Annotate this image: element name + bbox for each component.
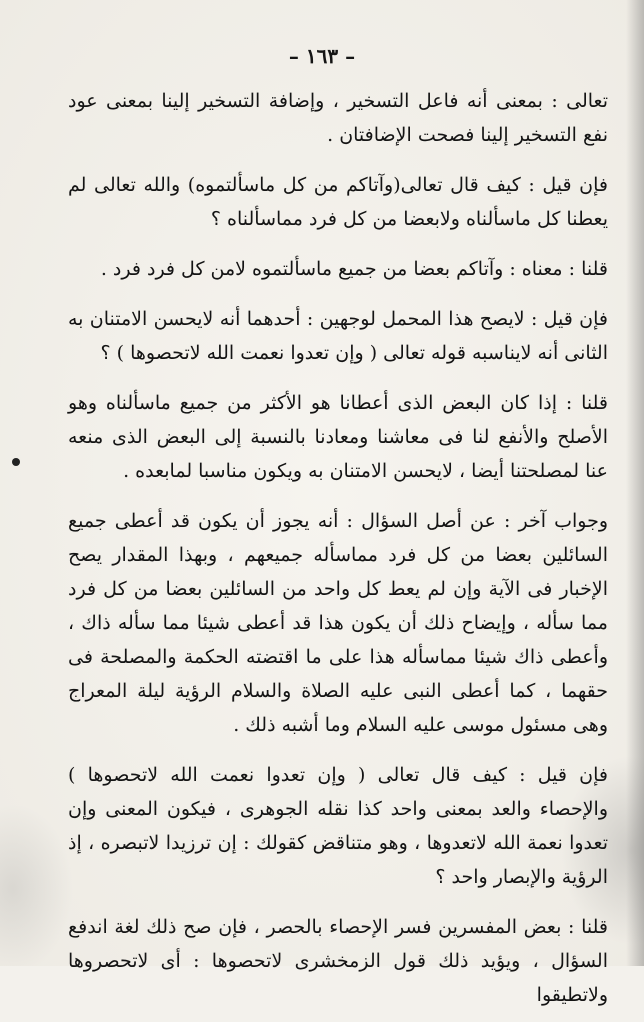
paragraph-1: تعالى : بمعنى أنه فاعل التسخير ، وإضافة التسخير إلينا بمعنى عود نفع التسخير إلينا فصحت الإضافتان .	[68, 90, 608, 146]
page-edge-shadow	[626, 0, 644, 966]
paragraph-5: قلنا : إذا كان البعض الذى أعطانا هو الأكثر من جميع ماسألناه وهو الأصلح والأنفع لنا فى معاشنا ومعادنا بالنسبة إلى البعض الذى منعه عنا لمصلحتنا أيضا ، لايحسن الامتنان به ويكون مناسبا لمابعده .	[68, 392, 608, 482]
paragraph-6: وجواب آخر : عن أصل السؤال : أنه يجوز أن يكون قد أعطى جميع السائلين بعضا من كل فرد مماسأله جميعهم ، وبهذا المقدار يصح الإخبار فى الآية وإن لم يعط كل واحد من السائلين بعضا من كل فرد مما سأله ، وإيضاح ذلك أن يكون هذا قد أعطى شيئا مما سأله ذاك ، وأعطى ذاك شيئا مماسأله هذا على ما اقتضته الحكمة والمصلحة فى حقهما ، كما أعطى النبى عليه الصلاة والسلام الرؤية ليلة المعراج وهى مسئول موسى عليه السلام وما أشبه ذلك .	[68, 510, 608, 736]
paragraph-2: فإن قيل : كيف قال تعالى(وآتاكم من كل ماسألتموه) والله تعالى لم يعطنا كل ماسألناه ولابعضا من كل فرد مماسألناه ؟	[68, 174, 608, 230]
paragraph-4: فإن قيل : لايصح هذا المحمل لوجهين : أحدهما أنه لايحسن الامتنان به الثانى أنه لايناسبه قوله تعالى ( وإن تعدوا نعمت الله لاتحصوها ) ؟	[68, 308, 608, 364]
paragraph-8: قلنا : بعض المفسرين فسر الإحصاء بالحصر ، فإن صح ذلك لغة اندفع السؤال ، ويؤيد ذلك قول الزمخشرى لاتحصوها : أى لاتحصروها ولاتطيقوا	[68, 916, 608, 1006]
body-text	[68, 84, 608, 1022]
page-number: – ١٦٣ –	[288, 44, 356, 68]
ink-speck	[12, 458, 20, 466]
paragraph-7: فإن قيل : كيف قال تعالى ( وإن تعدوا نعمت الله لاتحصوها ) والإحصاء والعد بمعنى واحد كذا نقله الجوهرى ، فيكون المعنى وإن تعدوا نعمة الله لاتعدوها ، وهو متناقض كقولك : إن ترزيدا لاتبصره ، إذ الرؤية والإبصار واحد ؟	[68, 764, 608, 888]
paragraph-3: قلنا : معناه : وآتاكم بعضا من جميع ماسألتموه لامن كل فرد فرد .	[100, 258, 608, 280]
